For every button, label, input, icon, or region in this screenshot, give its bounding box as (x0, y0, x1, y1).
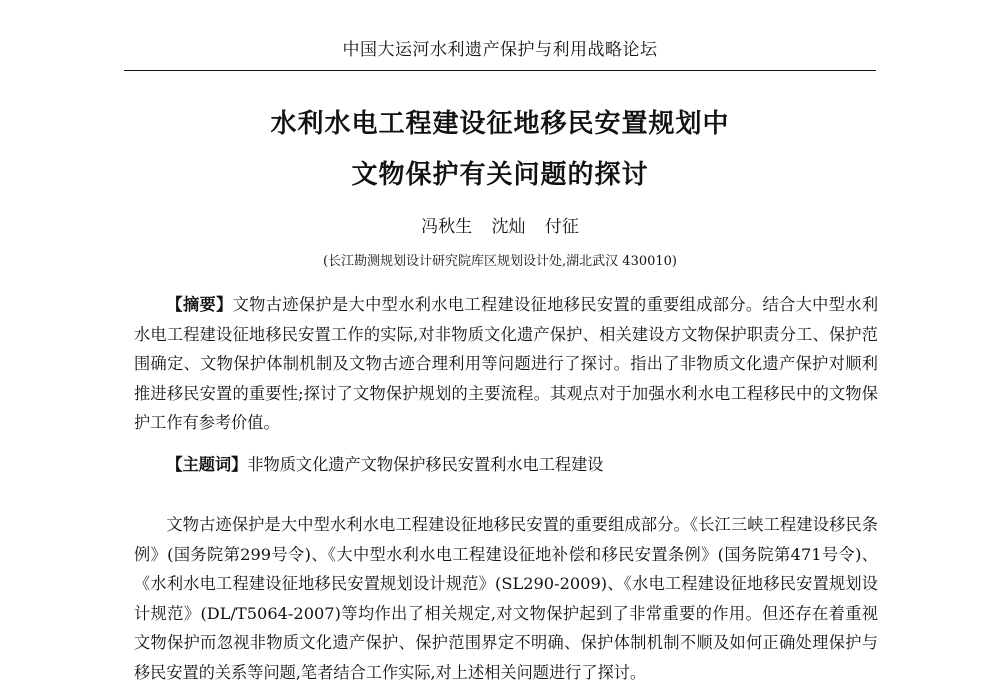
abstract-text: 文物古迹保护是大中型水利水电工程建设征地移民安置的重要组成部分。结合大中型水利水电工程建设征地移民安置工作的实际,对非物质文化遗产保护、相关建设方文物保护职责分工、保护范围确定、文物保护体制机制及文物古迹合理利用等问题进行了探讨。指出了非物质文化遗产保护对顺利推进移民安置的重要性;探讨了文物保护规划的主要流程。其观点对于加强水利水电工程移民中的文物保护工作有参考价值。 (134, 295, 879, 432)
paper-title-line-2: 文物保护有关问题的探讨 (351, 160, 649, 190)
running-header: 中国大运河水利遗产保护与利用战略论坛 (342, 40, 658, 60)
paper-title-line-1: 水利水电工程建设征地移民安置规划中 (270, 109, 730, 139)
author-affiliation: (长江勘测规划设计研究院库区规划设计处,湖北武汉 430010) (322, 254, 678, 269)
abstract-label: 【摘要】 (166, 295, 233, 314)
keywords (134, 450, 878, 480)
author-list: 冯秋生 沈灿 付征 (421, 217, 579, 237)
keywords-text: 非物质文化遗产文物保护移民安置利水电工程建设 (247, 455, 604, 474)
abstract (134, 290, 878, 438)
body-paragraph: 文物古迹保护是大中型水利水电工程建设征地移民安置的重要组成部分。《长江三峡工程建设移民条例》(国务院第299号令)、《大中型水利水电工程建设征地补偿和移民安置条例》(国务院第471号令)、《水利水电工程建设征地移民安置规划设计规范》(SL290-2009)、《水电工程建设征地移民安置规划设计规范》(DL/T5064-2007)等均作出了相关规定,对文物保护起到了非常重要的作用。但还存在着重视文物保护而忽视非物质文化遗产保护、保护范围界定不明确、保护体制机制不顺及如何正确处理保护与移民安置的关系等问题,笔者结合工作实际,对上述相关问题进行了探讨。 (134, 515, 878, 682)
keywords-label: 【主题词】 (166, 455, 248, 474)
header-rule (124, 70, 876, 71)
